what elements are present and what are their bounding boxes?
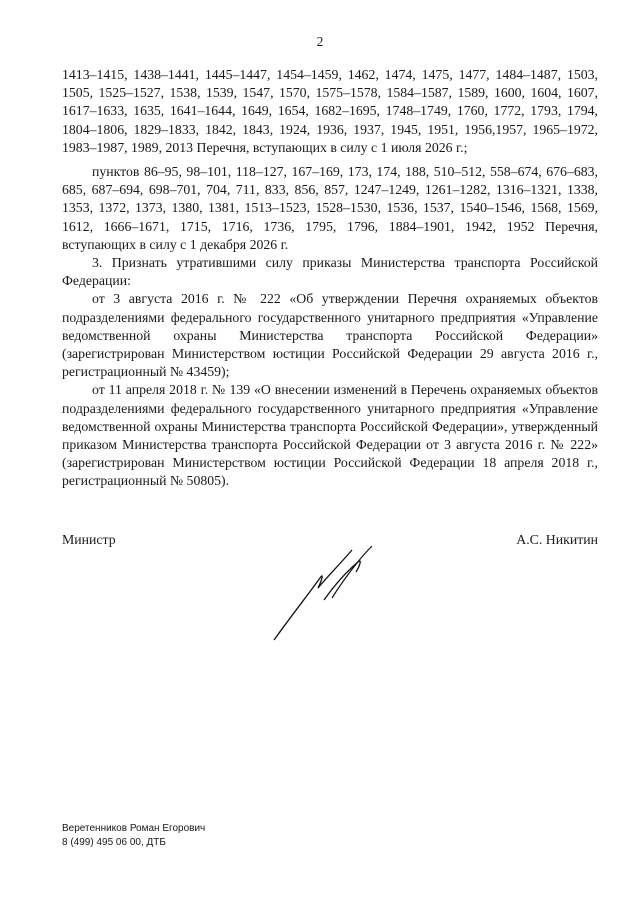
page-number: 2: [316, 34, 324, 49]
executor-name: Веретенников Роман Егорович: [62, 823, 206, 834]
executor-phone: 8 (499) 495 06 00, ДТБ: [62, 837, 166, 848]
paragraph-repeal-heading: 3. Признать утратившими силу приказы Министерства транспорта Российской Федерации:: [62, 255, 598, 289]
executor-info: [62, 822, 205, 850]
paragraph-items-july: 1413–1415, 1438–1441, 1445–1447, 1454–1459, 1462, 1474, 1475, 1477, 1484–1487, 1503, 1505, 1525–1527, 1538, 1539, 1547, 1570, 1575–1578, 1584–1587, 1589, 1600, 1604, 1607, 1617–1633, 1635, 1641–1644, 1649, 1654, 1682–1695, 1748–1749, 1760, 1772, 1793, 1794, 1804–1806, 1829–1833, 1842, 1843, 1924, 1936, 1937, 1945, 1951, 1956,1957, 1965–1972, 1983–1987, 1989, 2013 Перечня, вступающих в силу с 1 июля 2026 г.;: [62, 67, 598, 155]
signatory-name: А.С. Никитин: [516, 532, 598, 547]
paragraph-repealed-order-222: от 3 августа 2016 г. № 222 «Об утверждении Перечня охраняемых объектов подразделениями федерального государственного унитарного предприятия «Управление ведомственной охраны Министерства транспорта Российской Федерации» (зарегистрирован Министерством юстиции Российской Федерации 29 августа 2016 г., регистрационный № 43459);: [62, 291, 598, 380]
document-body: [62, 66, 598, 491]
signatory-position: Министр: [62, 532, 116, 547]
handwritten-signature: [262, 540, 392, 650]
paragraph-items-december: пунктов 86–95, 98–101, 118–127, 167–169, 173, 174, 188, 510–512, 558–674, 676–683, 685, 687–694, 698–701, 704, 711, 833, 856, 857, 1247–1249, 1261–1282, 1316–1321, 1338, 1353, 1372, 1373, 1380, 1381, 1513–1523, 1528–1530, 1536, 1537, 1540–1546, 1568, 1569, 1612, 1666–1671, 1715, 1716, 1736, 1795, 1796, 1884–1901, 1942, 1952 Перечня, вступающих в силу с 1 декабря 2026 г.: [62, 164, 598, 252]
paragraph-repealed-order-139: от 11 апреля 2018 г. № 139 «О внесении изменений в Перечень охраняемых объектов подразделениями федерального государственного унитарного предприятия «Управление ведомственной охраны Министерства транспорта Российской Федерации», утвержденный приказом Министерства транспорта Российской Федерации от 3 августа 2016 г. № 222» (зарегистрирован Министерством юстиции Российской Федерации 18 апреля 2018 г., регистрационный № 50805).: [62, 382, 598, 489]
